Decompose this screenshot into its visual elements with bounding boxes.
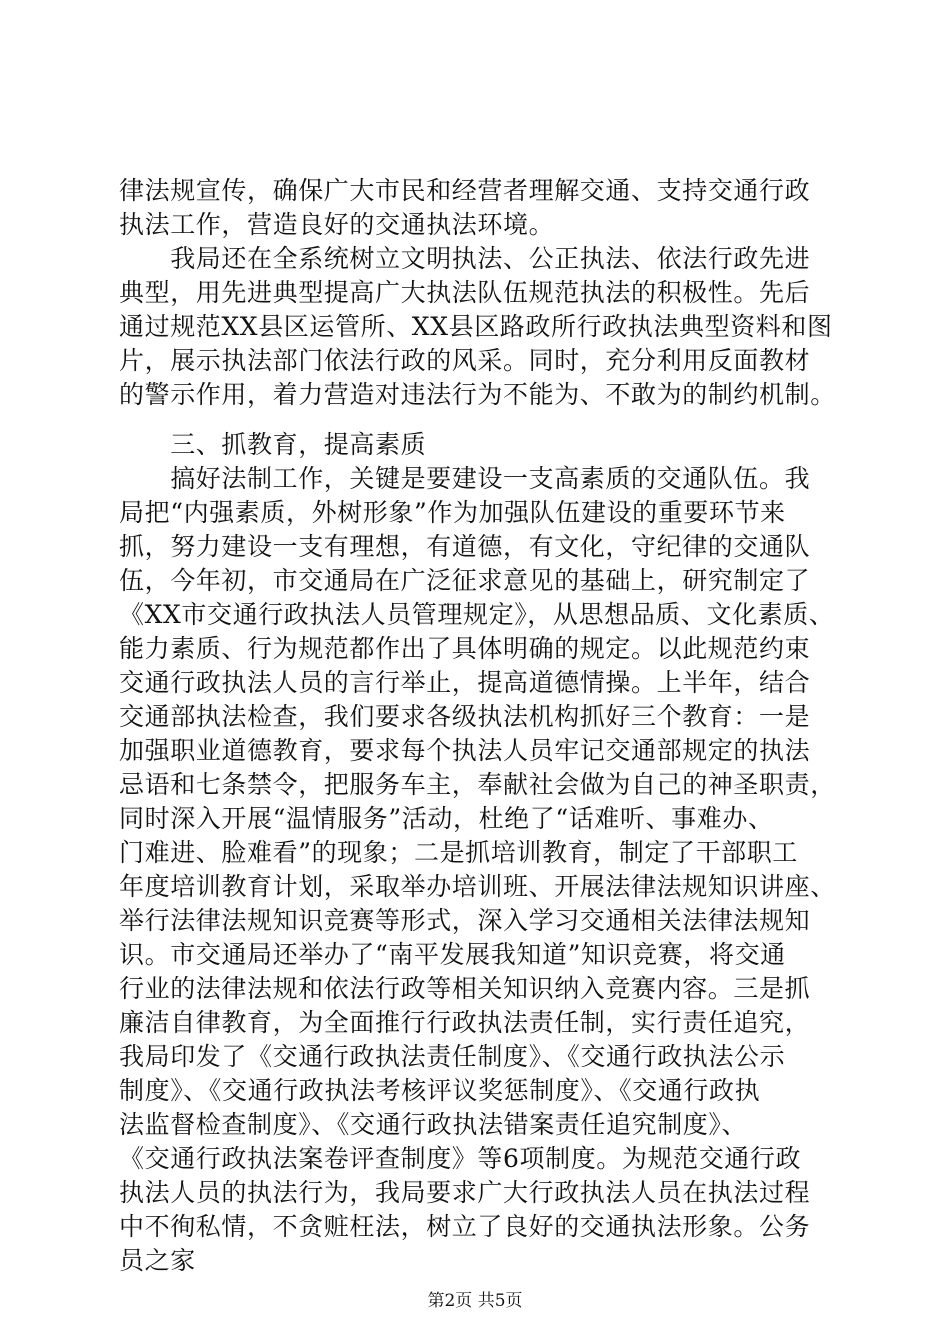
body-text-line: 中不徇私情，不贪赃枉法，树立了良好的交通执法形象。公务 [119,1212,811,1241]
body-text-line: 忌语和七条禁令，把服务车主，奉献社会做为自己的神圣职责， [119,770,836,799]
body-text-line: 同时深入开展“温情服务”活动，杜绝了“话难听、事难办、 [119,804,774,833]
body-text-line: 我局印发了《交通行政执法责任制度》、《交通行政执法公示 [119,1042,786,1071]
body-text-line: 伍，今年初，市交通局在广泛征求意见的基础上，研究制定了 [119,566,811,595]
body-text-line: 搞好法制工作，关键是要建设一支高素质的交通队伍。我 [119,464,811,493]
body-text-line: 加强职业道德教育，要求每个执法人员牢记交通部规定的执法 [119,736,811,765]
body-text-line: 交通行政执法人员的言行举止，提高道德情操。上半年，结合 [119,668,811,697]
body-text-line: 局把“内强素质，外树形象”作为加强队伍建设的重要环节来 [119,498,786,527]
body-text-line: 的警示作用，着力营造对违法行为不能为、不敢为的制约机制。 [119,380,836,409]
body-text-line: 廉洁自律教育，为全面推行行政执法责任制，实行责任追究， [119,1008,811,1037]
body-text-line: 员之家 [119,1246,196,1275]
body-text-line: 年度培训教育计划，采取举办培训班、开展法律法规知识讲座、 [119,872,836,901]
body-text-line: 门难进、脸难看”的现象；二是抓培训教育，制定了干部职工 [119,838,798,867]
body-text-line: 法监督检查制度》、《交通行政执法错案责任追究制度》、 [119,1110,748,1139]
body-text-line: 交通部执法检查，我们要求各级执法机构抓好三个教育：一是 [119,702,811,731]
body-text-line: 识。市交通局还举办了“南平发展我知道”知识竞赛，将交通 [119,940,786,969]
body-text-line: 抓，努力建设一支有理想，有道德，有文化，守纪律的交通队 [119,532,811,561]
body-text-line: 《XX市交通行政执法人员管理规定》，从思想品质、文化素质、 [119,600,835,629]
body-text-line: 我局还在全系统树立文明执法、公正执法、依法行政先进 [119,244,811,273]
body-text-line: 举行法律法规知识竞赛等形式，深入学习交通相关法律法规知 [119,906,811,935]
body-text-line: 典型，用先进典型提高广大执法队伍规范执法的积极性。先后 [119,278,811,307]
section-heading: 三、抓教育，提高素质 [119,430,427,459]
body-text-line: 通过规范XX县区运管所、XX县区路政所行政执法典型资料和图 [119,312,833,341]
body-text-line: 能力素质、行为规范都作出了具体明确的规定。以此规范约束 [119,634,811,663]
body-text-line: 执法人员的执法行为，我局要求广大行政执法人员在执法过程 [119,1178,811,1207]
body-text-line: 执法工作，营造良好的交通执法环境。 [119,210,555,239]
body-text-line: 片，展示执法部门依法行政的风采。同时，充分利用反面教材 [119,346,811,375]
body-text-line: 行业的法律法规和依法行政等相关知识纳入竞赛内容。三是抓 [119,974,811,1003]
body-text-line: 制度》、《交通行政执法考核评议奖惩制度》、《交通行政执 [119,1076,761,1105]
body-text-line: 《交通行政执法案卷评查制度》等6项制度。为规范交通行政 [119,1144,802,1173]
page-footer: 第2页 共5页 [427,1291,523,1311]
body-text-line: 律法规宣传，确保广大市民和经营者理解交通、支持交通行政 [119,176,811,205]
